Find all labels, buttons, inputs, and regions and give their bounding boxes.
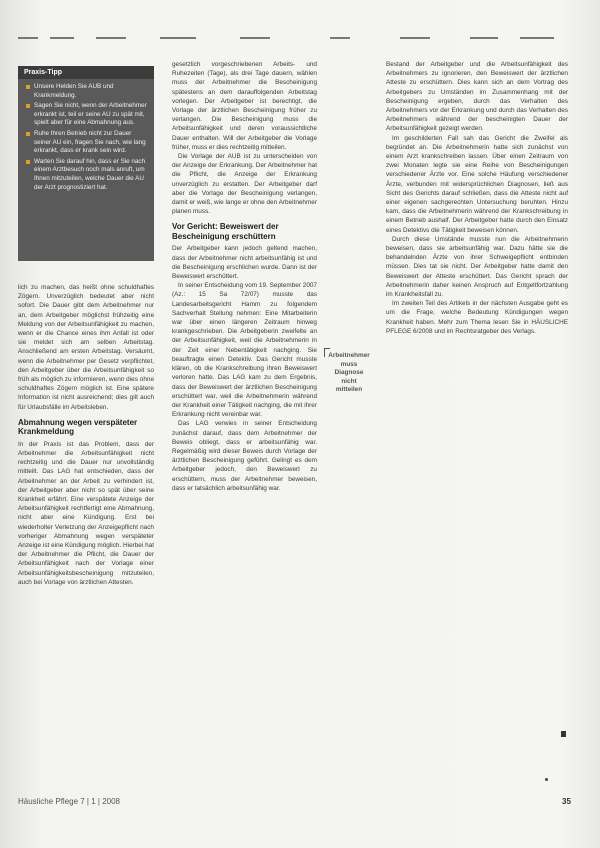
pull-quote-line: muss [340,360,358,368]
tip-heading: Praxis-Tipp [18,66,154,79]
body-paragraph: Bestand der Arbeitgeber und die Arbeitsunfähigkeit des Arbeitnehmers zu ignorieren, den Beweiswert der ärztlichen Atteste zu erschüttern. Dies kann sich an dem Vortrag des Arbeitgebers zu Umständen im Zusammenhang mit der Bescheinigung ergeben, durch das Verhalten des Arbeitnehmers vor der Erkrankung und durch das Verhalten des Arbeitnehmers während der bescheinigten Dauer der Arbeitsunfähigkeit gezeigt werden. [386,61,568,133]
header-rule [96,37,126,39]
body-paragraph: lich zu machen, das heißt ohne schuldhaftes Zögern. Unverzüglich bedeutet aber nicht sofort. Die Dauer gibt dem Arbeitnehmer nur an, dem Arbeitgeber möglichst frühzeitig eine Meldung von der Arbeitsunfähigkeit zu machen, wenn er die Chance eines ihm Anfall ist oder sie meldet sich am selben Arbeitstag. Anschließend am ersten Arbeitstag. Versäumt, wenn die Arbeitnehmer per Gesetz verpflichtet, den Arbeitgeber über die Arbeitsunfähigkeit so früh als möglich zu informieren, wenn dies ohne schuldhaftes Zögern möglich ist. Eine spätere Information ist nicht ausreichend; dies gilt auch für Urlaubsfälle im Arbeitsleben. [18,284,154,411]
body-paragraph: gesetzlich vorgeschriebenen Arbeits- und Ruhezeiten (Tage), als drei Tage dauern, wählen muss der Arbeitnehmer die Bescheinigung spätestens an dem darauffolgenden Arbeitstag vorlegen. Der Arbeitgeber ist berechtigt, die Vorlage der ärztlichen Bescheinigung früher zu verlangen. Die Bescheinigung muss die Arbeitsunfähigkeit und deren voraussichtliche Dauer enthalten. Will der Arbeitgeber die Vorlage früher, muss er dies rechtzeitig mitteilen. [172,61,317,151]
page-number: 35 [562,797,571,806]
body-paragraph: In der Praxis ist das Problem, dass der Arbeitnehmer die Arbeitsunfähigkeit nicht rechtzeitig und die Dauer nur unvollständig mitteilt. Das LAG hat entschieden, dass der Arbeitnehmer an der Arbeit zu verhindert ist, der Arbeitgeber aber nicht so spät über seine Krankheit erfährt. Eine verspätete Anzeige der Arbeitsunfähigkeit rechtfertigt eine Abmahnung, nicht aber eine Kündigung. Erst bei wiederholter Verletzung der Anzeigepflicht nach vorheriger Abmahnung wegen verspäteter Anzeige ist eine Kündigung möglich. Hierbei hat der Arbeitnehmer die Pflicht, die Dauer der Arbeitsunfähigkeit nach der Vorlage einer Arbeitsunfähigkeitsbescheinigung mitzuteilen, auch bei Vorlage von ärztlichen Attesten. [18,440,154,586]
body-paragraph: Das LAG verwies in seiner Entscheidung zunächst darauf, dass dem Arbeitnehmer der Beweis obliegt, dass er arbeitsunfähig war. Regelmäßig wird dieser Beweis durch Vorlage der ärztlichen Bescheinigung geführt. Gelingt es dem Arbeitgeber jedoch, den Beweiswert zu erschüttern, muss der Arbeitnehmer beweisen, dass er tatsächlich arbeitsunfähig war. [172,420,317,492]
tip-item: Warten Sie darauf hin, dass er Sie nach einem Arztbesuch noch mals anruft, um Ihnen mitzuteilen, welche Dauer die AU der Arzt prognostiziert hat. [34,158,148,192]
pull-quote-line: Diagnose [334,369,364,377]
article-end-icon [561,731,566,737]
tip-item: Unsere Helden Sie AUB und Krankmeldung. [34,83,148,100]
praxis-tipp-box [18,66,154,261]
header-rule [18,37,38,39]
text-column-2 [172,60,317,785]
body-paragraph: Im zweiten Teil des Artikels in der nächsten Ausgabe geht es um die Frage, welche Bedeutung Kündigungen wegen Krankheit haben. Mehr zum Thema lesen Sie in HÄUSLICHE PFLEGE 6/2008 und im Rechtsratgeber des Verlags. [386,300,568,335]
tip-item: Sagen Sie nicht, wenn der Arbeitnehmer erkrankt ist, teil er seine AU zu spät mit, spielt aber für eine Abmahnung aus. [34,102,147,127]
body-paragraph: Die Vorlage der AUB ist zu unterscheiden von der Anzeige der Erkrankung. Der Arbeitnehmer hat die Pflicht, die Anzeige der Erkrankung unverzüglich zu erstatten. Der Arbeitgeber darf aber die Vorlage der Bescheinigung verlangen, damit er weiß, wie lange er ohne den Arbeitnehmer planen muss. [172,153,317,216]
tip-item: Ruhe Ihren Betrieb nicht zur Dauer seiner AU ein, fragen Sie nach, wie lang erkrankt, dass er krank sein wird. [34,130,148,156]
tip-list [24,83,148,192]
body-paragraph: Der Arbeitgeber kann jedoch geltend machen, dass der Arbeitnehmer nicht arbeitsunfähig ist und die Bescheinigung erschlichen wurde. Dann ist der Beweiswert erschüttert. [172,245,317,281]
header-rule [160,37,196,39]
header-rule [330,37,350,39]
pull-quote [326,352,372,492]
footer-publication: Häusliche Pflege 7 | 1 | 2008 [18,797,120,806]
pull-quote-line: mitteilen [335,386,363,394]
body-paragraph: In seiner Entscheidung vom 19. September 2007 (Az.: 15 Sa 72/07) musste das Landesarbeitsgericht Hamm zu folgendem Sachverhalt Stellung nehmen: Eine Mitarbeiterin war über einen längeren Zeitraum hinweg krankgeschrieben. Die Arbeitgeberin zweifelte an der Arbeitsunfähigkeit, weil die Arbeitnehmerin in der Zeit einer Nebentätigkeit nachging. Sie beauftragte einen Detektiv. Das Gericht musste klären, ob die Krankschreibung ihren Beweiswert verloren hatte. Das LAG kam zu dem Ergebnis, dass der Beweiswert der ärztlichen Bescheinigung erschüttert war, weil die Arbeitnehmerin während der Krankheit einer Tätigkeit nachging, die mit ihrer Erkrankung nicht vereinbar war. [172,282,317,419]
body-paragraph: Durch diese Umstände musste nun die Arbeitnehmerin beweisen, dass sie arbeitsunfähig war. Dazu hätte sie die behandelnden Ärzte von ihrer Schweigepflicht entbinden müssen. Dies tat sie nicht. Der Arbeitgeber hatte damit den Beweiswert der Atteste erschüttert. Das Gericht sprach der Arbeitnehmerin daher keinen Anspruch auf Entgeltfortzahlung im Krankheitsfall zu. [386,235,568,299]
header-rule [470,37,498,39]
section-heading: Vor Gericht: Beweiswert der Bescheinigung erschüttern [172,222,279,241]
header-rule [400,37,430,39]
header-rule [240,37,270,39]
pull-quote-line: Arbeitnehmer [328,352,370,359]
decorative-dot-icon [545,778,548,781]
quote-bracket-icon [324,348,330,357]
header-rule [50,37,74,39]
header-rule [520,37,554,39]
text-column-1 [18,283,154,788]
body-paragraph: Im geschilderten Fall sah das Gericht die Zweifel als begründet an. Die Arbeitnehmerin hatte sich zunächst von einem Arzt krankschreiben lassen. Über einen Zeitraum von zwei Monaten legte sie eine Reihe von Bescheinigungen verschiedener Ärzte vor. Eine solche Häufung verschiedener Ärzte, verbunden mit widersprüchlichen Diagnosen, ließ aus Sicht des Gerichts darauf schließen, dass die Atteste nicht auf einer eigenen sachgerechten Untersuchung beruhten. Hinzu kam, dass die Arbeitnehmerin während der Krankschreibung in einem Betrieb aushalf. Der Arbeitgeber hatte durch den Einsatz eines Detektivs die Tätigkeit beweisen können. [386,134,568,234]
text-column-3 [386,60,568,730]
section-heading: Abmahnung wegen verspäteter Krankmeldung [18,417,138,437]
pull-quote-line: nicht [341,377,357,385]
